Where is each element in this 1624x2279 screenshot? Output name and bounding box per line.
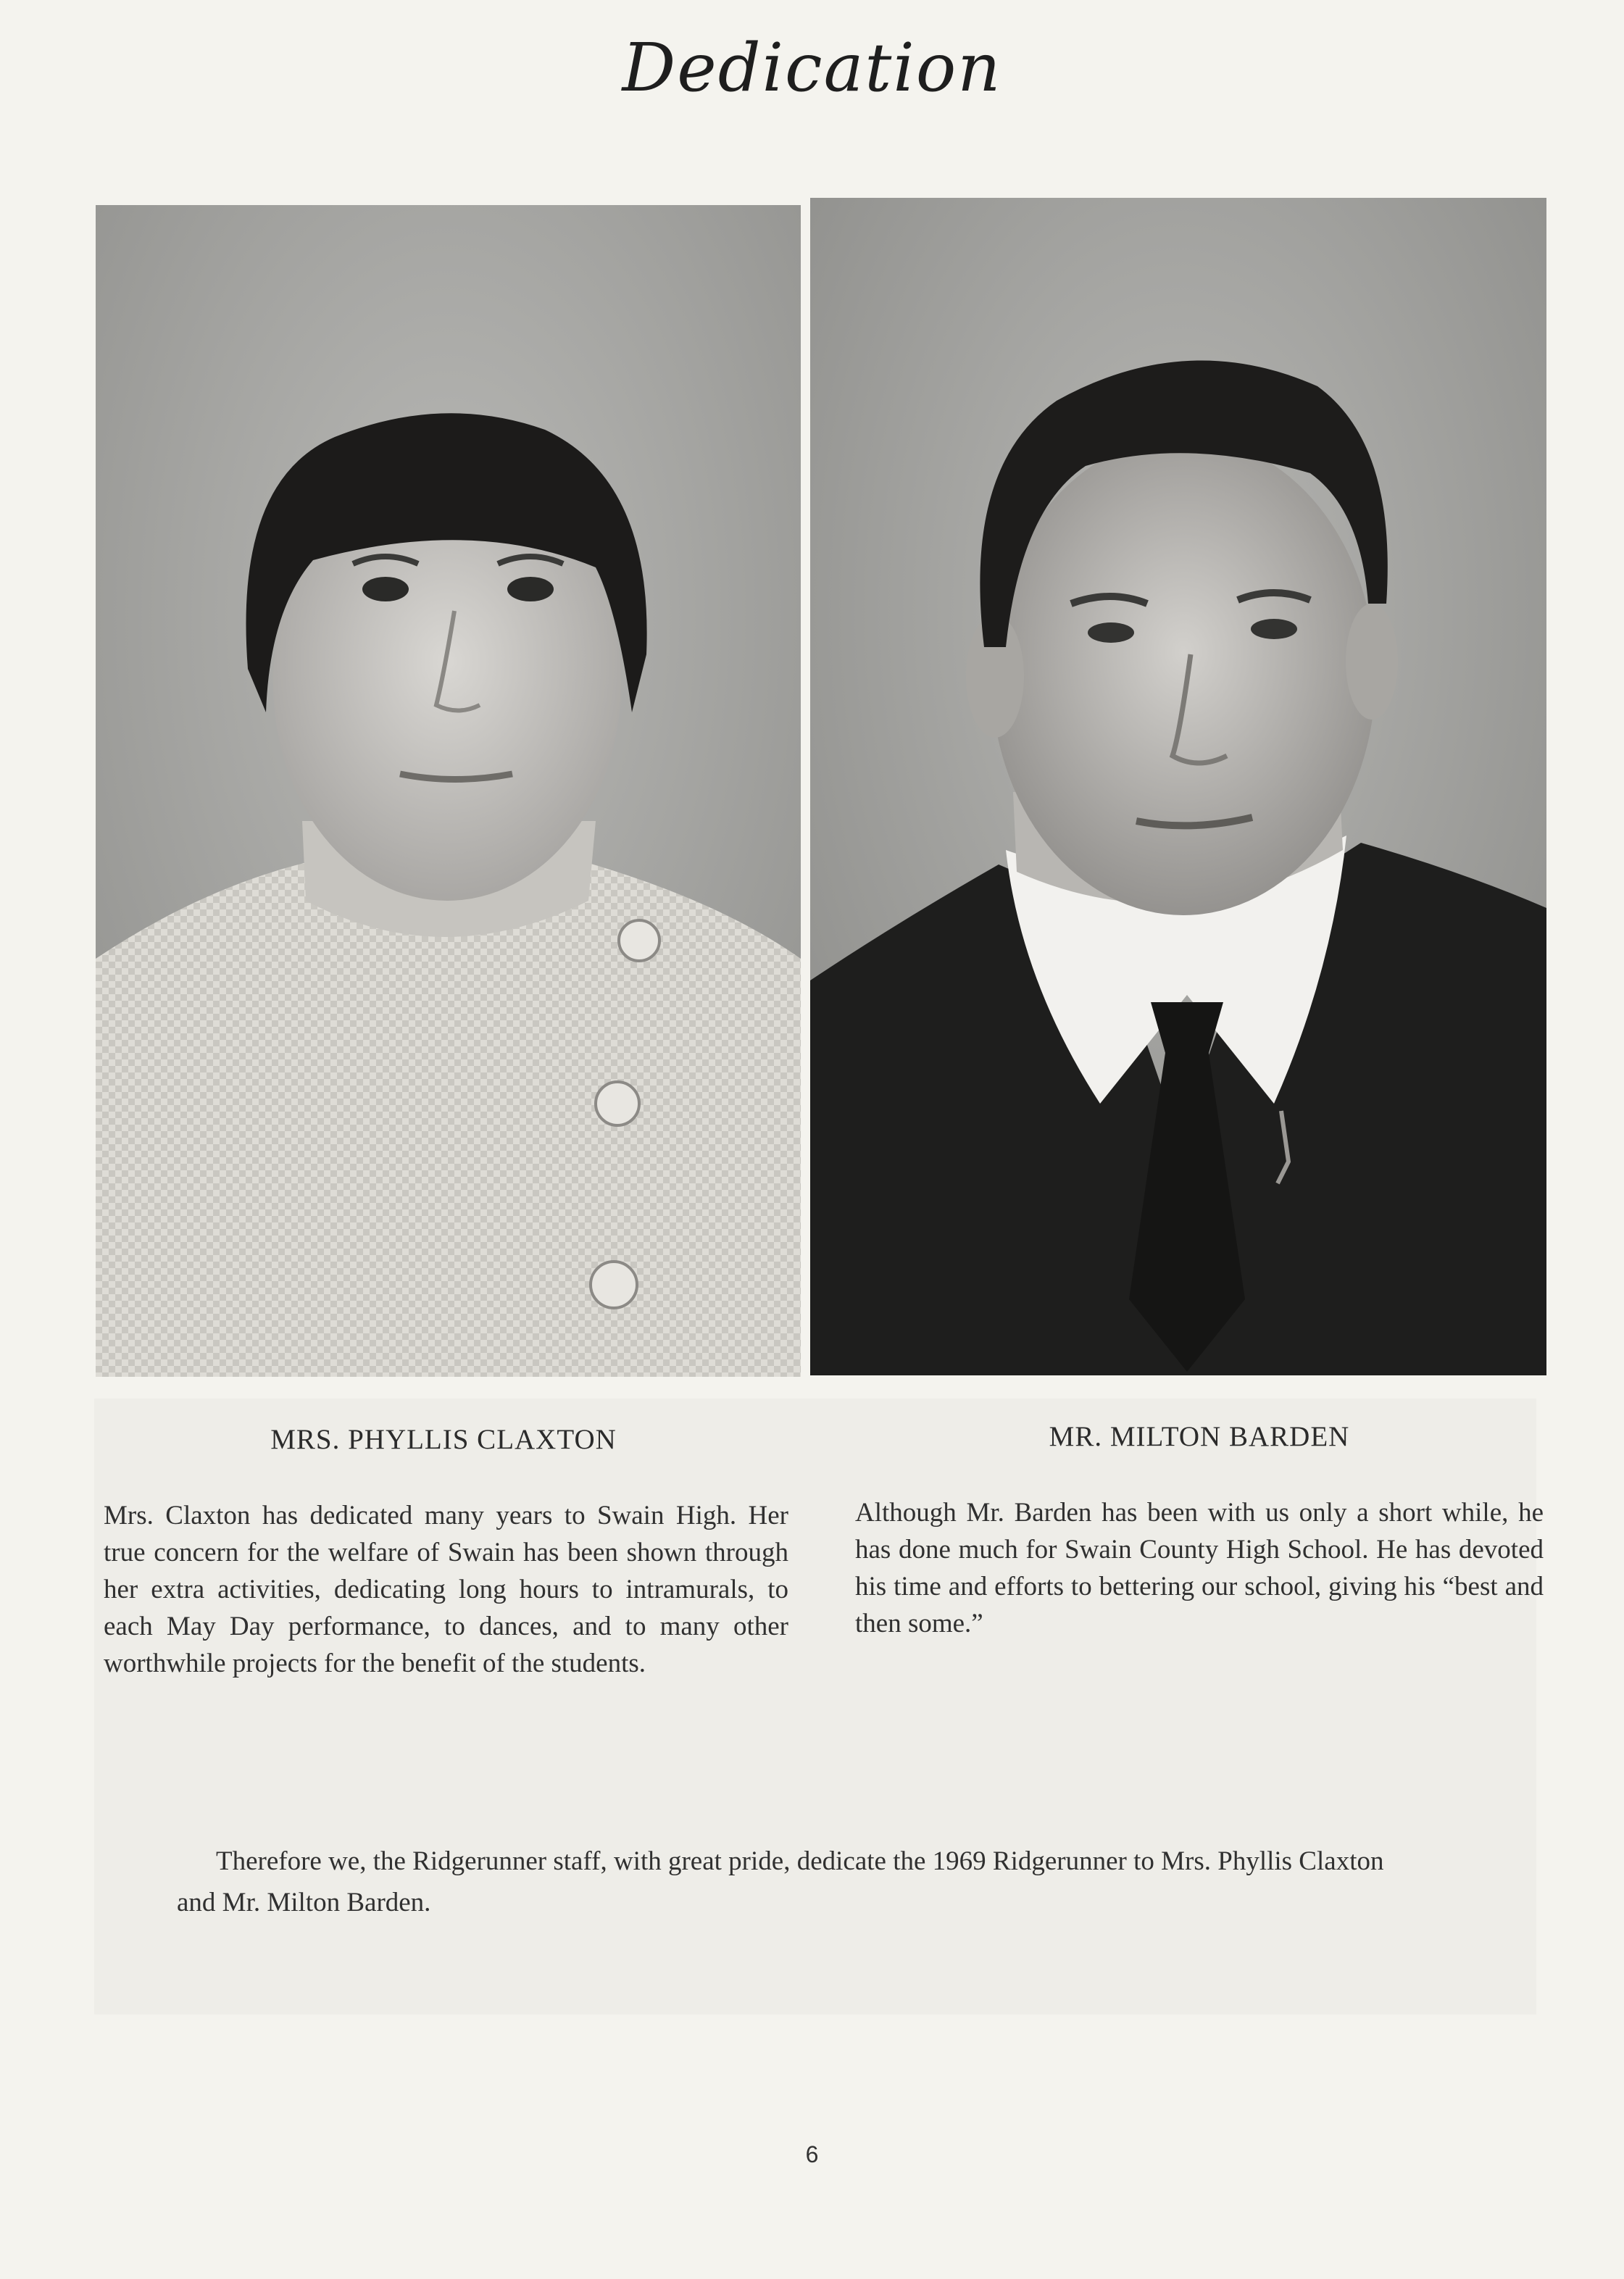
portrait-woman-photo [96,205,801,1377]
claxton-description: Mrs. Claxton has dedicated many years to Swain High. Her true concern for the welfare of Swain has been shown through her extra activities, dedicating long hours to intramurals, to each May Day performance, to dances, and to many other worthwhile projects for the benefit of the students. [104,1501,788,1678]
honoree-name-barden: MR. MILTON BARDEN [1049,1421,1350,1452]
barden-description: Although Mr. Barden has been with us only a short while, he has done much for Swain County High School. He has devoted his time and efforts to bettering our school, giving his “best and then some.” [855,1498,1544,1638]
portrait-man-photo [810,198,1546,1375]
page-number: 6 [805,2141,819,2167]
page-title: Dedication [622,29,1002,107]
dedication-statement: Therefore we, the Ridgerunner staff, with great pride, dedicate the 1969 Ridgerunner to Mrs. Phyllis Claxton and Mr. Milton Barden. [177,1846,1384,1917]
honoree-name-claxton: MRS. PHYLLIS CLAXTON [270,1424,617,1455]
